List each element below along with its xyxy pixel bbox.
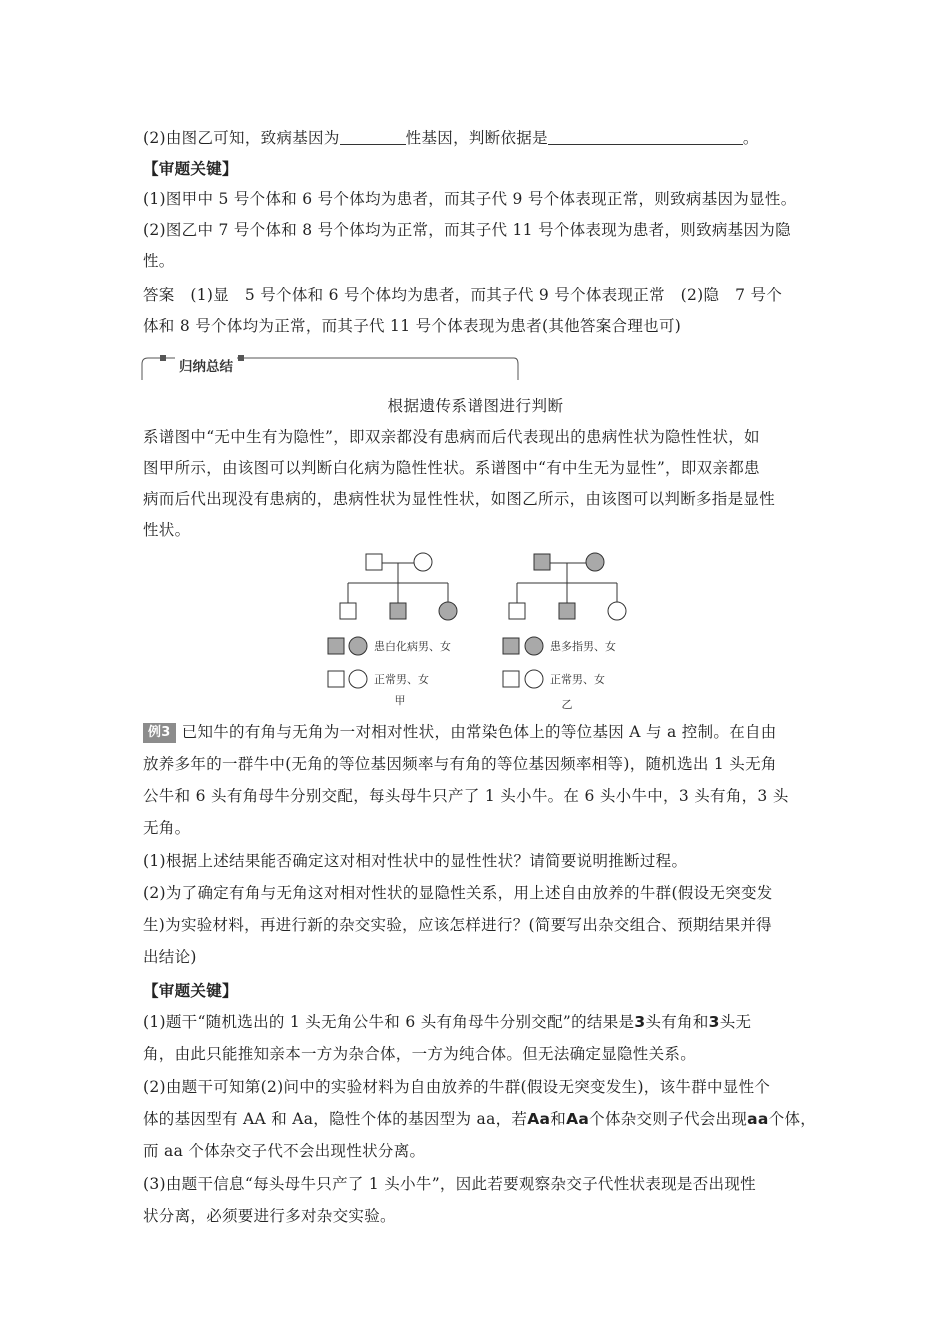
female-affected-symbol [586,553,604,571]
summary-line: 病而后代出现没有患病的，患病性状为显性性状，如图乙所示，由该图可以判断多指是显性 [143,490,776,508]
genotype: Aa [566,1110,590,1128]
legend-male-normal [503,671,519,687]
legend-male-affected [328,638,344,654]
legend-affected-label: 患多指男、女 [550,640,616,653]
example-tag: 例3 [143,723,176,743]
key-analysis-line [143,1104,817,1135]
male-affected-symbol [534,554,550,570]
q2-text-1: (2)由图乙可知，致病基因为 [143,129,340,147]
legend-female-affected [525,637,543,655]
answer-line: 体和 8 号个体均为正常，而其子代 11 号个体表现为患者(其他答案合理也可) [143,317,682,335]
female-normal-symbol [414,553,432,571]
key-text: (1)题干“随机选出的 1 头无角公牛和 6 头有角母牛分别交配”的结果是 [143,1013,635,1031]
legend-female-affected [349,637,367,655]
example-3-line [143,717,813,748]
female-normal-symbol [608,602,626,620]
example-3-line: 放养多年的一群牛中(无角的等位基因频率与有角的等位基因频率相等)，随机选出 1 头无角 [143,755,777,773]
genotype: aa [747,1110,769,1128]
answer-blank-2[interactable] [548,126,743,145]
key-analysis-line: 状分离，必须要进行多对杂交实验。 [143,1207,396,1225]
legend-normal-label: 正常男、女 [550,673,605,686]
key-text: 体的基因型有 AA 和 Aa，隐性个体的基因型为 aa，若 [143,1110,528,1128]
pedigree-figure [310,545,650,715]
key-analysis-title: 【审题关键】 [143,981,238,1000]
key-text: 和 [550,1110,567,1128]
male-normal-symbol [509,603,525,619]
answer-blank-1[interactable] [340,126,406,145]
key-analysis-line: 性。 [143,252,175,270]
q2-text-2: 性基因，判断依据是 [405,129,548,147]
key-text: 头有角和 [645,1013,709,1031]
example-text: 已知牛的有角与无角为一对相对性状，由常染色体上的等位基因 A 与 a 控制。在自由 [181,723,777,741]
key-analysis-line [143,1007,813,1038]
genotype: Aa [527,1110,551,1128]
key-analysis-line: (3)由题干信息“每头母牛只产了 1 头小牛”，因此若要观察杂交子代性状表现是否出现性 [143,1175,756,1193]
male-normal-symbol [340,603,356,619]
key-analysis-line: (2)图乙中 7 号个体和 8 号个体均为正常，而其子代 11 号个体表现为患者，则致病基因为隐 [143,221,791,239]
example-question-2: 出结论) [143,948,197,966]
q2-text-3: 。 [742,129,759,147]
male-affected-symbol [390,603,406,619]
key-analysis-line: 角，由此只能推知亲本一方为杂合体，一方为纯合体。但无法确定显隐性关系。 [143,1045,697,1063]
key-number: 3 [708,1013,720,1031]
key-text: 头无 [719,1013,752,1031]
answer-line: 答案 (1)显 5 号个体和 6 号个体均为患者，而其子代 9 号个体表现正常 (2)隐 7 号个 [143,286,783,304]
summary-line: 系谱图中“无中生有为隐性”，即双亲都没有患病而后代表现出的患病性状为隐性性状，如 [143,428,760,446]
example-question-2: 生)为实验材料，再进行新的杂交实验，应该怎样进行？(简要写出杂交组合、预期结果并得 [143,916,772,934]
key-text: 个体杂交则子代会出现 [589,1110,748,1128]
example-3-line: 公牛和 6 头有角母牛分别交配，每头母牛只产了 1 头小牛。在 6 头小牛中，3 头有角，3 头 [143,787,789,805]
female-affected-symbol [439,602,457,620]
figure-caption-jia: 甲 [394,694,406,707]
summary-heading: 根据遗传系谱图进行判断 [387,397,564,415]
summary-label: 归纳总结 [175,355,237,375]
male-affected-symbol [559,603,575,619]
legend-female-normal [349,670,367,688]
key-analysis-line: (2)由题干可知第(2)问中的实验材料为自由放养的牛群(假设无突变发生)，该牛群中显性个 [143,1078,771,1096]
example-3-line: 无角。 [143,819,191,837]
male-normal-symbol [366,554,382,570]
legend-normal-label: 正常男、女 [374,673,429,686]
legend-male-affected [503,638,519,654]
summary-line: 图甲所示，由该图可以判断白化病为隐性性状。系谱图中“有中生无为显性”，即双亲都患 [143,459,760,477]
example-question-1: (1)根据上述结果能否确定这对相对性状中的显性性状？请简要说明推断过程。 [143,852,688,870]
figure-caption-yi: 乙 [561,698,573,711]
summary-line: 性状。 [143,521,191,539]
key-number: 3 [634,1013,646,1031]
key-analysis-line: (1)图甲中 5 号个体和 6 号个体均为患者，而其子代 9 号个体表现正常，则致病基因为显性。 [143,190,797,208]
key-analysis-line: 而 aa 个体杂交子代不会出现性状分离。 [143,1142,426,1160]
example-question-2: (2)为了确定有角与无角这对相对性状的显隐性关系，用上述自由放养的牛群(假设无突变发 [143,884,773,902]
key-analysis-title: 【审题关键】 [143,159,238,178]
key-text: 个体， [768,1110,817,1128]
legend-male-normal [328,671,344,687]
legend-affected-label: 患白化病男、女 [374,640,451,653]
legend-female-normal [525,670,543,688]
question-2-line [143,123,813,154]
